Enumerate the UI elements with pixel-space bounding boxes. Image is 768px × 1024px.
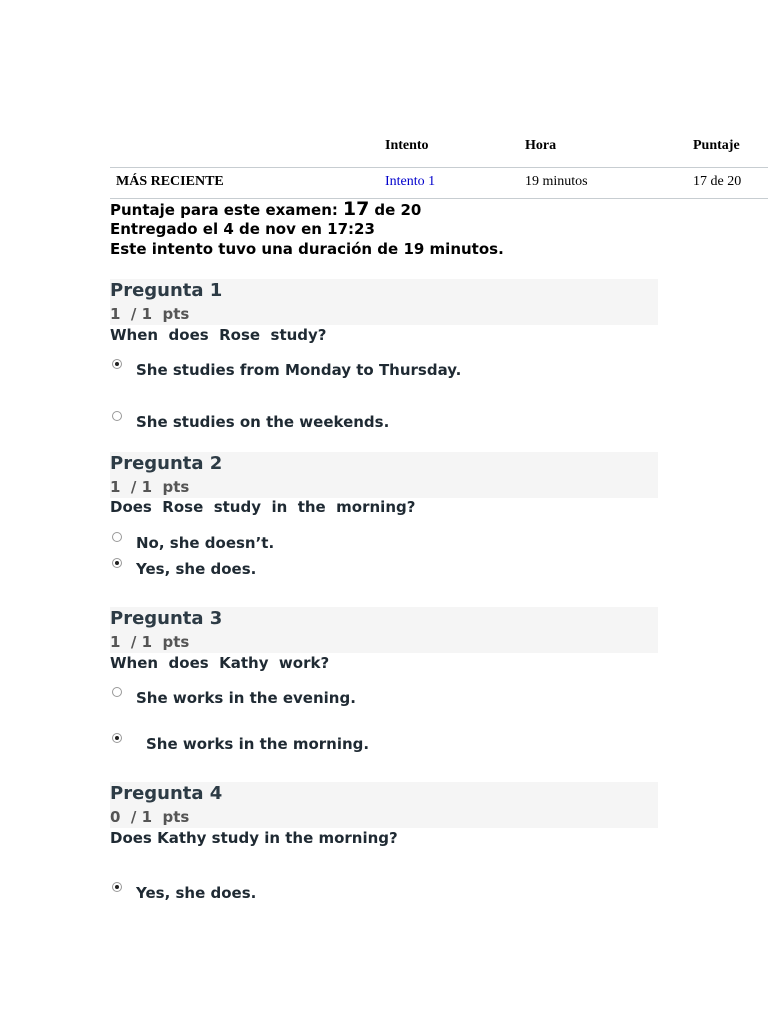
question-4-header [110, 782, 658, 828]
answer-label: She studies from Monday to Thursday. [136, 361, 462, 379]
question-title: Pregunta 4 [110, 783, 223, 804]
score-line [110, 199, 504, 219]
question-points: 1 / 1 pts [110, 478, 190, 496]
row-time: 19 minutos [525, 174, 588, 189]
question-title: Pregunta 3 [110, 608, 223, 629]
submitted-line: Entregado el 4 de nov en 17:23 [110, 220, 375, 238]
score-value: 17 [342, 198, 370, 220]
question-3-text: When does Kathy work? [110, 654, 330, 672]
question-4-text: Does Kathy study in the morning? [110, 829, 398, 847]
answer-label: She studies on the weekends. [136, 413, 390, 431]
answer-label: Yes, she does. [136, 884, 257, 902]
answer-label: Yes, she does. [136, 560, 257, 578]
radio-unselected-icon[interactable] [112, 687, 122, 697]
answer-label: She works in the morning. [146, 735, 370, 753]
question-1-header [110, 279, 658, 325]
exam-summary [110, 199, 504, 259]
question-1-text: When does Rose study? [110, 326, 327, 344]
question-points: 1 / 1 pts [110, 305, 190, 323]
radio-selected-icon[interactable] [112, 558, 122, 568]
score-suffix: de 20 [374, 201, 422, 219]
radio-selected-icon[interactable] [112, 882, 122, 892]
row-score: 17 de 20 [693, 174, 742, 189]
header-time: Hora [525, 138, 557, 153]
row-label: MÁS RECIENTE [116, 174, 224, 189]
duration-line: Este intento tuvo una duración de 19 minutos. [110, 240, 504, 258]
attempt-link[interactable]: Intento 1 [385, 174, 436, 189]
radio-unselected-icon[interactable] [112, 532, 122, 542]
radio-unselected-icon[interactable] [112, 411, 122, 421]
attempts-table-header [110, 134, 768, 164]
attempts-table-row [110, 167, 768, 199]
question-2-text: Does Rose study in the morning? [110, 498, 416, 516]
question-3-header [110, 607, 658, 653]
question-2-header [110, 452, 658, 498]
question-points: 1 / 1 pts [110, 633, 190, 651]
answer-label: She works in the evening. [136, 689, 356, 707]
radio-selected-icon[interactable] [112, 359, 122, 369]
question-title: Pregunta 2 [110, 453, 223, 474]
radio-selected-icon[interactable] [112, 733, 122, 743]
answer-label: No, she doesn’t. [136, 534, 275, 552]
header-attempt: Intento [385, 138, 429, 153]
header-score: Puntaje [693, 138, 740, 153]
question-points: 0 / 1 pts [110, 808, 190, 826]
question-title: Pregunta 1 [110, 280, 223, 301]
score-prefix: Puntaje para este examen: [110, 201, 338, 219]
